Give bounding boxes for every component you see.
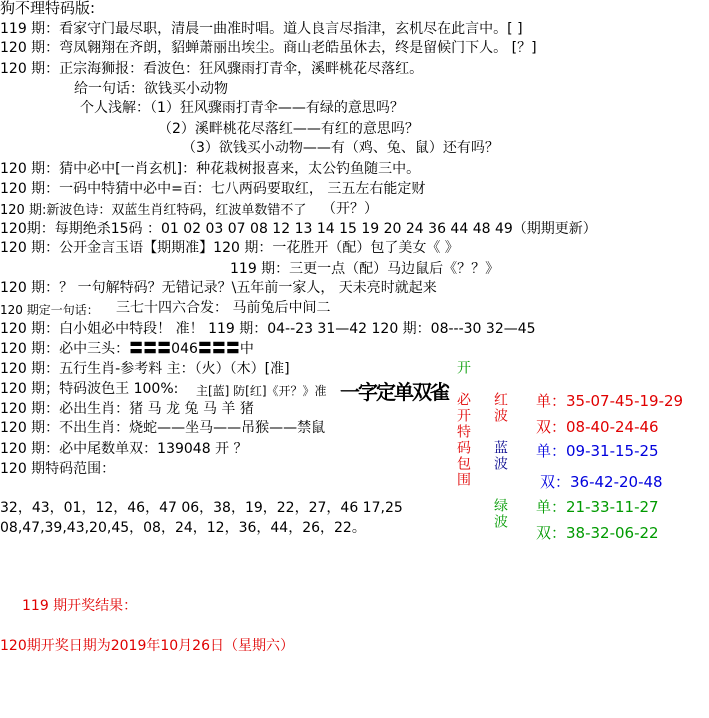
text-line: 119 期：看家守门最尽职，清晨一曲准时唱。道人良言尽指津，玄机尽在此言中。[ ]	[0, 21, 523, 37]
wave-row	[536, 418, 659, 436]
text-line: 120 期：弯凤翱翔在齐朗，貂蝉萧丽出埃尘。商山老皓虽休去，终是留候门下人。 [？]	[0, 40, 537, 56]
text-line: 个人浅解：（1）狂风骤雨打青伞——有绿的意思吗？	[80, 100, 404, 116]
text-line: 120 期特码范围：	[0, 461, 116, 477]
wave-row-key: 单：	[536, 498, 567, 516]
text-line: 120 期：正宗海狮报：看波色：狂风骤雨打青伞，溪畔桃花尽落红。	[0, 61, 424, 77]
wave-row-value: 35-07-45-19-29	[566, 392, 684, 410]
date-line: 120期开奖日期为2019年10月26日（星期六）	[0, 638, 294, 654]
wave-label-green: 绿波	[492, 498, 508, 530]
vertical-bikai: 必开特码包围	[455, 392, 471, 488]
text-line: 120期：每期绝杀15码 ：01 02 03 07 08 12 13 14 15 19 20 24 36 44 48 49（期期更新）	[0, 221, 597, 237]
header: 狗不理特码版:	[0, 0, 96, 17]
text-line: 120 期：五行生肖-参考料 主：（火）（木）[准]	[0, 361, 290, 377]
wave-label-blue: 蓝波	[492, 440, 508, 472]
wave-row-value: 21-33-11-27	[566, 498, 659, 516]
wave-row-value: 08-40-24-46	[566, 418, 659, 436]
text-line: 给一句话：欲钱买小动物	[74, 81, 228, 97]
text-line: （2）溪畔桃花尽落红——有红的意思吗？	[158, 121, 419, 137]
text-line: 120 期：必中尾数单双：139048 开 ？	[0, 441, 248, 457]
wave-label-red: 红波	[492, 392, 508, 424]
text-line: 120 期；特码波色王 100%:	[0, 381, 179, 397]
text-line: （3）欲钱买小动物——有（鸡、兔、鼠）还有吗？	[182, 140, 499, 156]
text-line: 120 期：猜中必中[一肖玄机]：种花栽树报喜来，太公钓鱼随三中。	[0, 161, 421, 177]
text-line: 三七十四六合发： 马前兔后中间二	[116, 300, 331, 316]
text-line: 主[蓝] 防[红]《开？》准	[196, 384, 327, 398]
text-line: 120 期：公开金言玉语【期期准】120 期：一花胜开（配）包了美女《 》	[0, 240, 459, 256]
text-line: 120 期：白小姐必中特段！ 准！ 119 期：04--23 31—42 120 期：08---30 32—45	[0, 321, 536, 337]
text-line: 120 期:新波色诗：双蓝生肖红特码，红波单数错不了	[0, 203, 307, 218]
result-line: 119 期开奖结果：	[22, 598, 138, 614]
text-line: 119 期：三更一点（配）马边鼠后《？？》	[230, 261, 500, 277]
text-line: 120 期：一码中特猜中必中=百：七八两码要取红， 三五左右能定财	[0, 181, 426, 197]
wave-row-key: 双：	[540, 473, 571, 491]
big-title: 一字定单双雀	[340, 380, 448, 404]
text-line: 120 期：必出生肖：猪 马 龙 兔 马 羊 猪	[0, 401, 254, 417]
text-line: （开？）	[322, 201, 378, 217]
wave-row	[536, 442, 659, 460]
wave-row-key: 双：	[536, 418, 567, 436]
wave-row-key: 双：	[536, 524, 567, 542]
text-line: 120 期定一句话：	[0, 303, 99, 317]
wave-row-value: 09-31-15-25	[566, 442, 659, 460]
wave-row-value: 38-32-06-22	[566, 524, 659, 542]
wave-row	[540, 473, 663, 491]
wave-row-key: 单：	[536, 392, 567, 410]
wave-row-key: 单：	[536, 442, 567, 460]
vertical-kai: 开	[455, 360, 471, 376]
wave-row	[536, 392, 683, 410]
wave-row	[536, 498, 659, 516]
text-line: 08,47,39,43,20,45，08，24，12，36，44，26，22。	[0, 520, 366, 536]
wave-row	[536, 524, 659, 542]
wave-row-value: 36-42-20-48	[570, 473, 663, 491]
text-line: 120 期：？ 一句解特码？无错记录？\五年前一家人， 天未亮时就起来	[0, 280, 437, 296]
text-line: 120 期：必中三头：〓〓〓046〓〓〓中	[0, 341, 254, 357]
text-line: 120 期：不出生肖：烧蛇——坐马——吊猴——禁鼠	[0, 420, 326, 436]
text-line: 32，43，01，12，46，47 06，38，19，22，27，46 17,25	[0, 500, 403, 516]
